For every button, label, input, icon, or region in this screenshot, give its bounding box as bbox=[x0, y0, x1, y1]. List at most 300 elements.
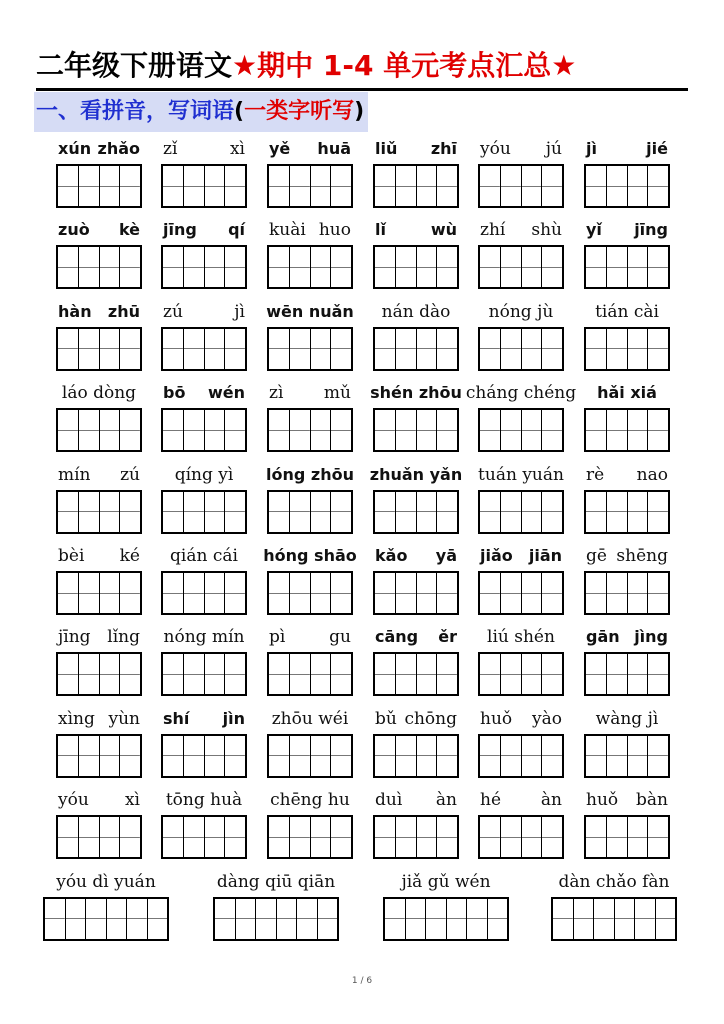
pinyin-syllable: yùn bbox=[108, 708, 140, 729]
writing-box[interactable] bbox=[542, 166, 562, 206]
writing-box[interactable] bbox=[375, 654, 396, 694]
writing-box[interactable] bbox=[648, 736, 668, 776]
writing-box[interactable] bbox=[79, 410, 100, 450]
writing-box[interactable] bbox=[586, 736, 607, 776]
writing-box[interactable] bbox=[586, 817, 607, 857]
writing-box[interactable] bbox=[225, 654, 245, 694]
word-item bbox=[373, 219, 459, 289]
writing-box[interactable] bbox=[522, 166, 543, 206]
writing-box[interactable] bbox=[58, 492, 79, 532]
pinyin-syllable: mǔ bbox=[323, 383, 351, 404]
writing-box[interactable] bbox=[522, 247, 543, 287]
writing-box[interactable] bbox=[480, 247, 501, 287]
writing-box[interactable] bbox=[648, 817, 668, 857]
writing-box[interactable] bbox=[100, 410, 121, 450]
writing-box[interactable] bbox=[58, 247, 79, 287]
writing-box[interactable] bbox=[100, 329, 121, 369]
writing-box[interactable] bbox=[648, 654, 668, 694]
writing-box[interactable] bbox=[225, 410, 245, 450]
writing-box[interactable] bbox=[607, 410, 628, 450]
writing-box[interactable] bbox=[58, 329, 79, 369]
writing-box[interactable] bbox=[447, 899, 468, 939]
writing-box[interactable] bbox=[45, 899, 66, 939]
writing-box[interactable] bbox=[58, 166, 79, 206]
writing-box[interactable] bbox=[277, 899, 298, 939]
writing-box[interactable] bbox=[607, 247, 628, 287]
word-item bbox=[161, 626, 247, 696]
pinyin-syllable: kuài bbox=[269, 220, 306, 241]
writing-box[interactable] bbox=[522, 817, 543, 857]
writing-box[interactable] bbox=[205, 654, 226, 694]
pinyin-prompt bbox=[213, 871, 339, 893]
writing-box[interactable] bbox=[396, 166, 417, 206]
writing-box[interactable] bbox=[86, 899, 107, 939]
pinyin-syllable: qí bbox=[228, 220, 245, 240]
writing-box[interactable] bbox=[290, 654, 311, 694]
writing-box[interactable] bbox=[488, 899, 508, 939]
writing-box[interactable] bbox=[256, 899, 277, 939]
writing-box[interactable] bbox=[607, 817, 628, 857]
writing-box[interactable] bbox=[501, 329, 522, 369]
writing-box[interactable] bbox=[290, 329, 311, 369]
writing-box[interactable] bbox=[615, 899, 636, 939]
writing-box[interactable] bbox=[417, 247, 438, 287]
writing-box[interactable] bbox=[396, 492, 417, 532]
writing-box[interactable] bbox=[396, 817, 417, 857]
writing-box[interactable] bbox=[417, 492, 438, 532]
writing-box[interactable] bbox=[648, 166, 668, 206]
writing-box[interactable] bbox=[480, 736, 501, 776]
writing-box[interactable] bbox=[628, 736, 649, 776]
writing-box[interactable] bbox=[215, 899, 236, 939]
page-number: 1 / 6 bbox=[351, 976, 373, 986]
writing-box[interactable] bbox=[269, 817, 290, 857]
pinyin-syllable: jì bbox=[234, 301, 245, 322]
word-item bbox=[584, 464, 670, 534]
writing-box[interactable] bbox=[100, 654, 121, 694]
writing-box[interactable] bbox=[205, 573, 226, 613]
title-grade: 二年级下册语文 bbox=[36, 49, 233, 82]
writing-box[interactable] bbox=[628, 410, 649, 450]
writing-box[interactable] bbox=[656, 899, 676, 939]
word-item bbox=[56, 545, 142, 615]
writing-box[interactable] bbox=[331, 492, 351, 532]
writing-box[interactable] bbox=[501, 247, 522, 287]
writing-box[interactable] bbox=[648, 410, 668, 450]
writing-box[interactable] bbox=[553, 899, 574, 939]
pinyin-prompt bbox=[584, 789, 670, 811]
writing-box[interactable] bbox=[426, 899, 447, 939]
writing-box[interactable] bbox=[586, 492, 607, 532]
writing-box[interactable] bbox=[269, 736, 290, 776]
writing-box[interactable] bbox=[522, 492, 543, 532]
word-item bbox=[161, 219, 247, 289]
writing-box[interactable] bbox=[437, 573, 457, 613]
writing-box[interactable] bbox=[120, 492, 140, 532]
pinyin-syllable: zú bbox=[163, 301, 183, 322]
writing-box[interactable] bbox=[163, 573, 184, 613]
writing-box[interactable] bbox=[79, 166, 100, 206]
writing-box[interactable] bbox=[437, 247, 457, 287]
writing-box[interactable] bbox=[184, 736, 205, 776]
writing-box[interactable] bbox=[417, 573, 438, 613]
writing-box[interactable] bbox=[269, 654, 290, 694]
writing-box[interactable] bbox=[205, 247, 226, 287]
writing-box[interactable] bbox=[437, 654, 457, 694]
writing-box[interactable] bbox=[163, 329, 184, 369]
writing-box[interactable] bbox=[501, 736, 522, 776]
writing-box[interactable] bbox=[290, 492, 311, 532]
writing-box[interactable] bbox=[225, 166, 245, 206]
writing-box[interactable] bbox=[163, 247, 184, 287]
writing-boxes bbox=[161, 815, 247, 859]
writing-box[interactable] bbox=[628, 329, 649, 369]
writing-box[interactable] bbox=[184, 654, 205, 694]
writing-boxes bbox=[56, 815, 142, 859]
writing-box[interactable] bbox=[628, 573, 649, 613]
writing-box[interactable] bbox=[120, 573, 140, 613]
writing-box[interactable] bbox=[163, 817, 184, 857]
writing-box[interactable] bbox=[586, 410, 607, 450]
writing-box[interactable] bbox=[297, 899, 318, 939]
writing-box[interactable] bbox=[542, 817, 562, 857]
writing-box[interactable] bbox=[290, 247, 311, 287]
pinyin-prompt bbox=[373, 789, 459, 811]
writing-box[interactable] bbox=[311, 329, 332, 369]
writing-box[interactable] bbox=[120, 247, 140, 287]
writing-box[interactable] bbox=[648, 492, 668, 532]
writing-box[interactable] bbox=[542, 247, 562, 287]
writing-box[interactable] bbox=[396, 329, 417, 369]
writing-box[interactable] bbox=[586, 329, 607, 369]
writing-box[interactable] bbox=[79, 329, 100, 369]
writing-box[interactable] bbox=[417, 736, 438, 776]
writing-box[interactable] bbox=[290, 166, 311, 206]
writing-box[interactable] bbox=[437, 817, 457, 857]
writing-box[interactable] bbox=[205, 736, 226, 776]
writing-box[interactable] bbox=[79, 817, 100, 857]
writing-box[interactable] bbox=[396, 410, 417, 450]
writing-box[interactable] bbox=[79, 573, 100, 613]
writing-box[interactable] bbox=[437, 329, 457, 369]
writing-box[interactable] bbox=[58, 654, 79, 694]
writing-box[interactable] bbox=[648, 573, 668, 613]
writing-box[interactable] bbox=[607, 736, 628, 776]
pinyin-syllable: bō bbox=[163, 383, 186, 403]
pinyin-prompt bbox=[551, 871, 677, 893]
writing-box[interactable] bbox=[120, 736, 140, 776]
writing-box[interactable] bbox=[290, 410, 311, 450]
writing-box[interactable] bbox=[586, 573, 607, 613]
writing-boxes bbox=[478, 652, 564, 696]
writing-box[interactable] bbox=[58, 410, 79, 450]
writing-box[interactable] bbox=[480, 654, 501, 694]
writing-box[interactable] bbox=[417, 654, 438, 694]
writing-box[interactable] bbox=[290, 573, 311, 613]
writing-box[interactable] bbox=[163, 492, 184, 532]
writing-box[interactable] bbox=[501, 492, 522, 532]
writing-box[interactable] bbox=[375, 410, 396, 450]
writing-box[interactable] bbox=[269, 166, 290, 206]
word-item bbox=[551, 871, 677, 941]
writing-box[interactable] bbox=[628, 817, 649, 857]
writing-box[interactable] bbox=[607, 573, 628, 613]
writing-box[interactable] bbox=[586, 247, 607, 287]
writing-box[interactable] bbox=[437, 166, 457, 206]
writing-box[interactable] bbox=[522, 410, 543, 450]
writing-box[interactable] bbox=[628, 247, 649, 287]
pinyin-prompt bbox=[584, 138, 670, 160]
writing-box[interactable] bbox=[184, 492, 205, 532]
writing-box[interactable] bbox=[120, 654, 140, 694]
writing-box[interactable] bbox=[318, 899, 338, 939]
writing-box[interactable] bbox=[269, 492, 290, 532]
writing-box[interactable] bbox=[417, 329, 438, 369]
writing-box[interactable] bbox=[331, 654, 351, 694]
writing-box[interactable] bbox=[331, 410, 351, 450]
pinyin-prompt bbox=[263, 545, 357, 567]
writing-box[interactable] bbox=[542, 410, 562, 450]
writing-box[interactable] bbox=[542, 492, 562, 532]
writing-box[interactable] bbox=[290, 736, 311, 776]
writing-box[interactable] bbox=[58, 817, 79, 857]
writing-box[interactable] bbox=[120, 817, 140, 857]
writing-box[interactable] bbox=[648, 247, 668, 287]
writing-box[interactable] bbox=[542, 573, 562, 613]
pinyin-prompt bbox=[267, 382, 353, 404]
writing-box[interactable] bbox=[586, 654, 607, 694]
writing-box[interactable] bbox=[184, 817, 205, 857]
writing-box[interactable] bbox=[184, 329, 205, 369]
pinyin-syllable: dàn chǎo fàn bbox=[558, 871, 670, 892]
writing-box[interactable] bbox=[205, 492, 226, 532]
writing-box[interactable] bbox=[480, 492, 501, 532]
writing-box[interactable] bbox=[184, 410, 205, 450]
writing-box[interactable] bbox=[311, 654, 332, 694]
word-item bbox=[267, 219, 353, 289]
writing-box[interactable] bbox=[607, 654, 628, 694]
writing-box[interactable] bbox=[163, 736, 184, 776]
writing-box[interactable] bbox=[269, 410, 290, 450]
pinyin-prompt bbox=[465, 382, 577, 404]
writing-box[interactable] bbox=[120, 166, 140, 206]
pinyin-prompt bbox=[56, 789, 142, 811]
writing-box[interactable] bbox=[607, 166, 628, 206]
pinyin-syllable: duì bbox=[375, 790, 403, 811]
writing-box[interactable] bbox=[635, 899, 656, 939]
writing-box[interactable] bbox=[311, 573, 332, 613]
writing-boxes bbox=[161, 245, 247, 289]
writing-box[interactable] bbox=[269, 329, 290, 369]
writing-box[interactable] bbox=[375, 736, 396, 776]
pinyin-prompt bbox=[56, 708, 142, 730]
writing-box[interactable] bbox=[79, 736, 100, 776]
writing-box[interactable] bbox=[480, 410, 501, 450]
writing-box[interactable] bbox=[437, 492, 457, 532]
writing-box[interactable] bbox=[311, 736, 332, 776]
writing-box[interactable] bbox=[107, 899, 128, 939]
writing-box[interactable] bbox=[501, 166, 522, 206]
word-item bbox=[373, 301, 459, 371]
writing-box[interactable] bbox=[331, 166, 351, 206]
writing-box[interactable] bbox=[628, 654, 649, 694]
word-item bbox=[56, 626, 142, 696]
writing-box[interactable] bbox=[66, 899, 87, 939]
writing-box[interactable] bbox=[79, 492, 100, 532]
pinyin-syllable: chēng hu bbox=[270, 790, 350, 811]
writing-boxes bbox=[478, 734, 564, 778]
writing-boxes bbox=[373, 327, 459, 371]
writing-box[interactable] bbox=[406, 899, 427, 939]
writing-box[interactable] bbox=[331, 247, 351, 287]
pinyin-syllable: wàng jì bbox=[595, 708, 659, 729]
writing-box[interactable] bbox=[79, 654, 100, 694]
writing-boxes bbox=[478, 327, 564, 371]
writing-box[interactable] bbox=[331, 329, 351, 369]
writing-box[interactable] bbox=[311, 166, 332, 206]
writing-box[interactable] bbox=[100, 247, 121, 287]
writing-box[interactable] bbox=[607, 329, 628, 369]
pinyin-syllable: wén bbox=[207, 383, 245, 403]
writing-box[interactable] bbox=[225, 247, 245, 287]
writing-box[interactable] bbox=[480, 329, 501, 369]
writing-box[interactable] bbox=[225, 492, 245, 532]
writing-box[interactable] bbox=[163, 654, 184, 694]
writing-box[interactable] bbox=[127, 899, 148, 939]
writing-box[interactable] bbox=[542, 654, 562, 694]
writing-box[interactable] bbox=[437, 736, 457, 776]
pinyin-syllable: pì bbox=[269, 627, 286, 648]
writing-box[interactable] bbox=[522, 654, 543, 694]
writing-box[interactable] bbox=[100, 573, 121, 613]
writing-box[interactable] bbox=[396, 573, 417, 613]
writing-box[interactable] bbox=[501, 410, 522, 450]
pinyin-syllable: àn bbox=[435, 790, 457, 811]
writing-box[interactable] bbox=[628, 166, 649, 206]
writing-box[interactable] bbox=[385, 899, 406, 939]
writing-box[interactable] bbox=[205, 817, 226, 857]
writing-boxes bbox=[373, 815, 459, 859]
writing-boxes bbox=[478, 245, 564, 289]
writing-box[interactable] bbox=[542, 329, 562, 369]
writing-box[interactable] bbox=[522, 329, 543, 369]
pinyin-syllable: yóu bbox=[58, 790, 89, 811]
writing-box[interactable] bbox=[205, 329, 226, 369]
writing-box[interactable] bbox=[290, 817, 311, 857]
writing-box[interactable] bbox=[396, 247, 417, 287]
writing-boxes bbox=[267, 490, 353, 534]
writing-box[interactable] bbox=[480, 166, 501, 206]
writing-box[interactable] bbox=[58, 736, 79, 776]
writing-box[interactable] bbox=[311, 817, 332, 857]
writing-box[interactable] bbox=[501, 573, 522, 613]
writing-box[interactable] bbox=[607, 492, 628, 532]
writing-box[interactable] bbox=[148, 899, 168, 939]
writing-box[interactable] bbox=[437, 410, 457, 450]
pinyin-syllable: yóu bbox=[480, 139, 511, 159]
writing-box[interactable] bbox=[184, 573, 205, 613]
writing-box[interactable] bbox=[225, 736, 245, 776]
writing-box[interactable] bbox=[375, 492, 396, 532]
writing-box[interactable] bbox=[501, 817, 522, 857]
writing-box[interactable] bbox=[375, 817, 396, 857]
writing-box[interactable] bbox=[522, 573, 543, 613]
writing-box[interactable] bbox=[100, 736, 121, 776]
writing-box[interactable] bbox=[225, 817, 245, 857]
writing-box[interactable] bbox=[375, 247, 396, 287]
pinyin-prompt bbox=[584, 464, 670, 486]
writing-box[interactable] bbox=[501, 654, 522, 694]
writing-box[interactable] bbox=[269, 573, 290, 613]
writing-box[interactable] bbox=[467, 899, 488, 939]
writing-box[interactable] bbox=[331, 817, 351, 857]
pinyin-syllable: gān bbox=[586, 627, 620, 647]
writing-box[interactable] bbox=[184, 247, 205, 287]
writing-box[interactable] bbox=[594, 899, 615, 939]
writing-box[interactable] bbox=[586, 166, 607, 206]
writing-box[interactable] bbox=[375, 329, 396, 369]
writing-box[interactable] bbox=[100, 166, 121, 206]
writing-boxes bbox=[267, 815, 353, 859]
writing-box[interactable] bbox=[100, 492, 121, 532]
writing-box[interactable] bbox=[396, 736, 417, 776]
writing-box[interactable] bbox=[542, 736, 562, 776]
writing-box[interactable] bbox=[184, 166, 205, 206]
writing-box[interactable] bbox=[205, 166, 226, 206]
writing-box[interactable] bbox=[79, 247, 100, 287]
writing-box[interactable] bbox=[269, 247, 290, 287]
writing-box[interactable] bbox=[311, 247, 332, 287]
writing-box[interactable] bbox=[375, 573, 396, 613]
writing-box[interactable] bbox=[120, 410, 140, 450]
writing-box[interactable] bbox=[574, 899, 595, 939]
writing-box[interactable] bbox=[205, 410, 226, 450]
section-paren-open: ( bbox=[234, 99, 245, 124]
writing-box[interactable] bbox=[648, 329, 668, 369]
writing-box[interactable] bbox=[417, 166, 438, 206]
writing-box[interactable] bbox=[375, 166, 396, 206]
writing-boxes bbox=[56, 571, 142, 615]
writing-box[interactable] bbox=[225, 329, 245, 369]
word-item bbox=[161, 138, 247, 208]
writing-box[interactable] bbox=[522, 736, 543, 776]
writing-box[interactable] bbox=[163, 166, 184, 206]
writing-box[interactable] bbox=[628, 492, 649, 532]
writing-box[interactable] bbox=[480, 817, 501, 857]
writing-boxes bbox=[161, 734, 247, 778]
word-item bbox=[267, 708, 353, 778]
writing-box[interactable] bbox=[163, 410, 184, 450]
writing-box[interactable] bbox=[58, 573, 79, 613]
writing-box[interactable] bbox=[331, 573, 351, 613]
writing-box[interactable] bbox=[480, 573, 501, 613]
writing-box[interactable] bbox=[120, 329, 140, 369]
writing-box[interactable] bbox=[417, 817, 438, 857]
writing-box[interactable] bbox=[417, 410, 438, 450]
writing-box[interactable] bbox=[236, 899, 257, 939]
writing-box[interactable] bbox=[100, 817, 121, 857]
pinyin-prompt bbox=[267, 626, 353, 648]
writing-box[interactable] bbox=[331, 736, 351, 776]
writing-box[interactable] bbox=[311, 410, 332, 450]
pinyin-syllable: zhī bbox=[430, 139, 457, 158]
pinyin-prompt bbox=[267, 789, 353, 811]
writing-box[interactable] bbox=[311, 492, 332, 532]
writing-box[interactable] bbox=[225, 573, 245, 613]
writing-box[interactable] bbox=[396, 654, 417, 694]
writing-boxes bbox=[373, 571, 459, 615]
pinyin-syllable: ěr bbox=[438, 627, 457, 647]
